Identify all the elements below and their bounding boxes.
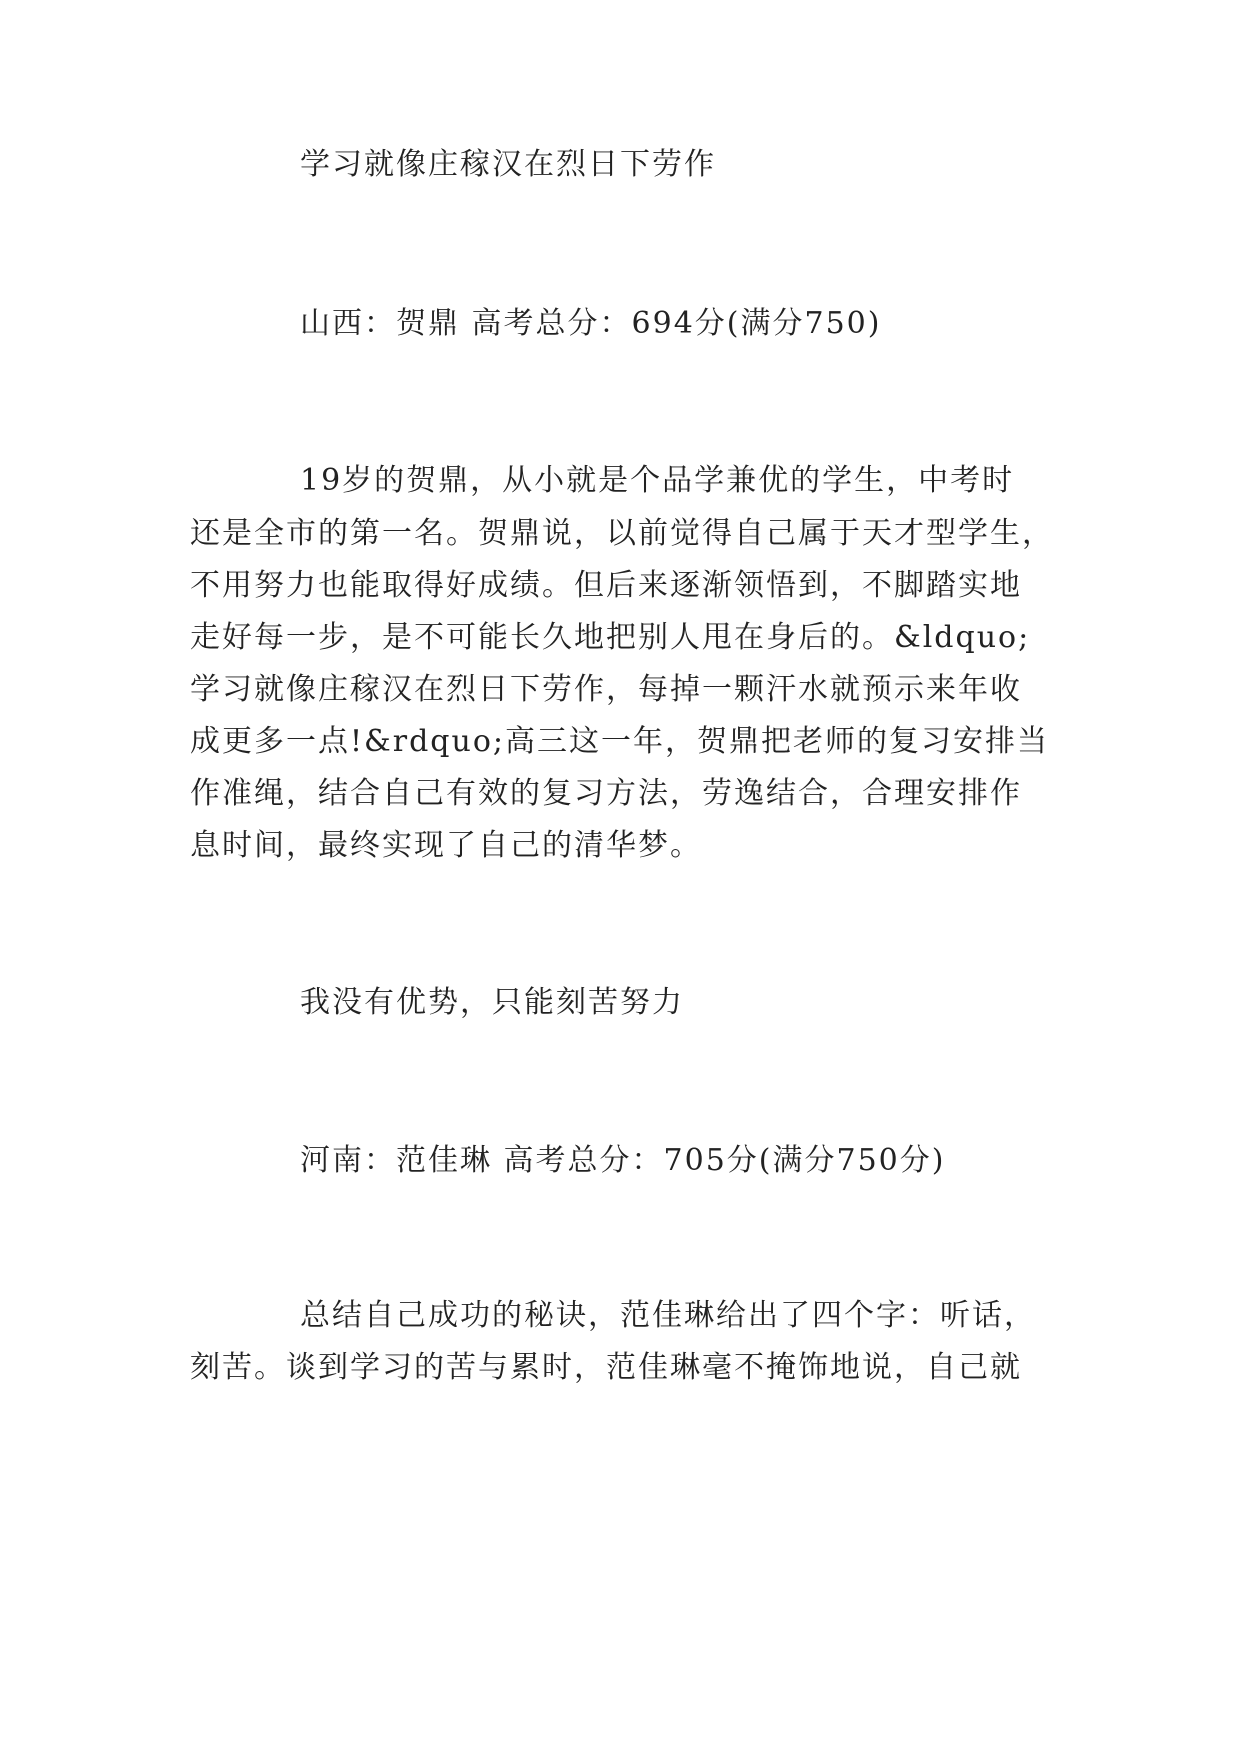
section-heading: 学习就像庄稼汉在烈日下劳作 (300, 147, 716, 182)
section-heading: 我没有优势，只能刻苦努力 (300, 985, 684, 1020)
paragraph-line: 学习就像庄稼汉在烈日下劳作，每掉一颗汗水就预示来年收 (190, 672, 1022, 707)
paragraph-line: 刻苦。谈到学习的苦与累时，范佳琳毫不掩饰地说，自己就 (190, 1350, 1022, 1385)
paragraph-line: 成更多一点!&rdquo;高三这一年，贺鼎把老师的复习安排当 (190, 724, 1049, 759)
student-score-line: 山西：贺鼎 高考总分：694分(满分750) (300, 306, 882, 341)
paragraph-line: 不用努力也能取得好成绩。但后来逐渐领悟到，不脚踏实地 (190, 568, 1022, 603)
paragraph-line: 走好每一步，是不可能长久地把别人甩在身后的。&ldquo; (190, 620, 1031, 655)
student-score-line: 河南：范佳琳 高考总分：705分(满分750分) (300, 1143, 946, 1178)
paragraph-line: 作准绳，结合自己有效的复习方法，劳逸结合，合理安排作 (190, 776, 1022, 811)
paragraph-line: 19岁的贺鼎，从小就是个品学兼优的学生，中考时 (300, 463, 1015, 498)
paragraph-line: 还是全市的第一名。贺鼎说，以前觉得自己属于天才型学生， (190, 516, 1054, 551)
paragraph-line: 总结自己成功的秘诀，范佳琳给出了四个字：听话， (300, 1298, 1036, 1333)
paragraph-line: 息时间，最终实现了自己的清华梦。 (190, 828, 702, 863)
